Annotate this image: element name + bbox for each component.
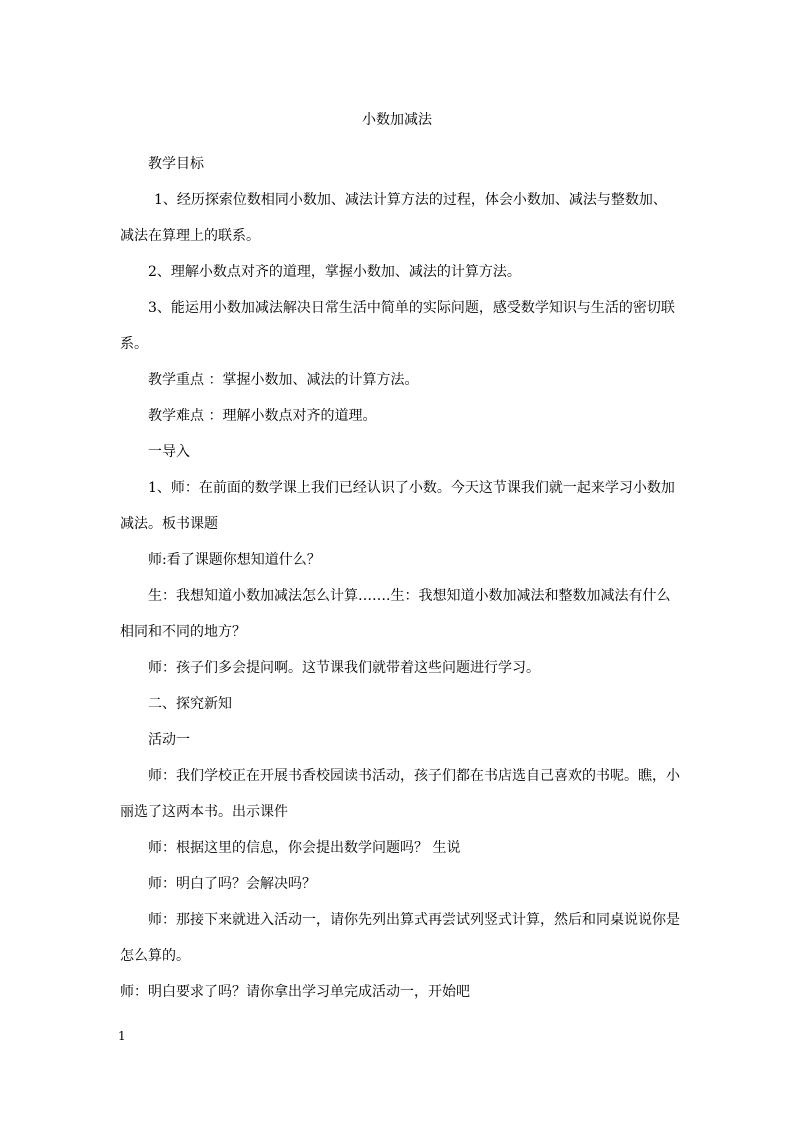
paragraph: 生：我想知道小数加减法怎么计算…….生：我想知道小数加减法和整数加减法有什么相同和不同的地方？ [120, 588, 671, 640]
paragraph: 师：我们学校正在开展书香校园读书活动，孩子们都在书店选自己喜欢的书呢。瞧，小丽选了这两本书。出示课件 [120, 768, 680, 820]
page-number: 1 [118, 1029, 126, 1043]
paragraph: 师：根据这里的信息，你会提出数学问题吗？ 生说 [148, 840, 461, 856]
objective-1: 1、经历探索位数相同小数加、减法计算方法的过程，体会小数加、减法与整数加、减法在算理上的联系。 [120, 192, 667, 244]
paragraph: 1、师：在前面的数学课上我们已经认识了小数。今天这节课我们就一起来学习小数加减法。板书课题 [120, 480, 675, 532]
section-heading-objectives: 教学目标 [148, 156, 204, 172]
paragraph: 师：孩子们多会提问啊。这节课我们就带着这些问题进行学习。 [148, 660, 540, 676]
paragraph: 师：那接下来就进入活动一，请你先列出算式再尝试列竖式计算，然后和同桌说说你是怎么算的。 [120, 912, 680, 964]
section-heading-explore: 二、探究新知 [148, 696, 232, 712]
paragraph: 师：明白要求了吗？请你拿出学习单完成活动一，开始吧 [120, 984, 470, 1000]
paragraph: 师:看了课题你想知道什么？ [148, 552, 321, 568]
objective-2: 2、理解小数点对齐的道理，掌握小数加、减法的计算方法。 [148, 264, 521, 280]
teaching-focus: 教学重点 ：掌握小数加、减法的计算方法。 [148, 372, 419, 388]
activity-heading: 活动一 [148, 732, 190, 748]
paragraph: 师：明白了吗？会解决吗？ [148, 876, 316, 892]
section-heading-introduction: 一导入 [148, 444, 190, 460]
document-body [120, 146, 680, 1010]
document-title: 小数加减法 [362, 112, 432, 128]
teaching-difficulty: 教学难点 ：理解小数点对齐的道理。 [148, 408, 377, 424]
objective-3: 3、能运用小数加减法解决日常生活中简单的实际问题，感受数学知识与生活的密切联系。 [120, 300, 675, 352]
